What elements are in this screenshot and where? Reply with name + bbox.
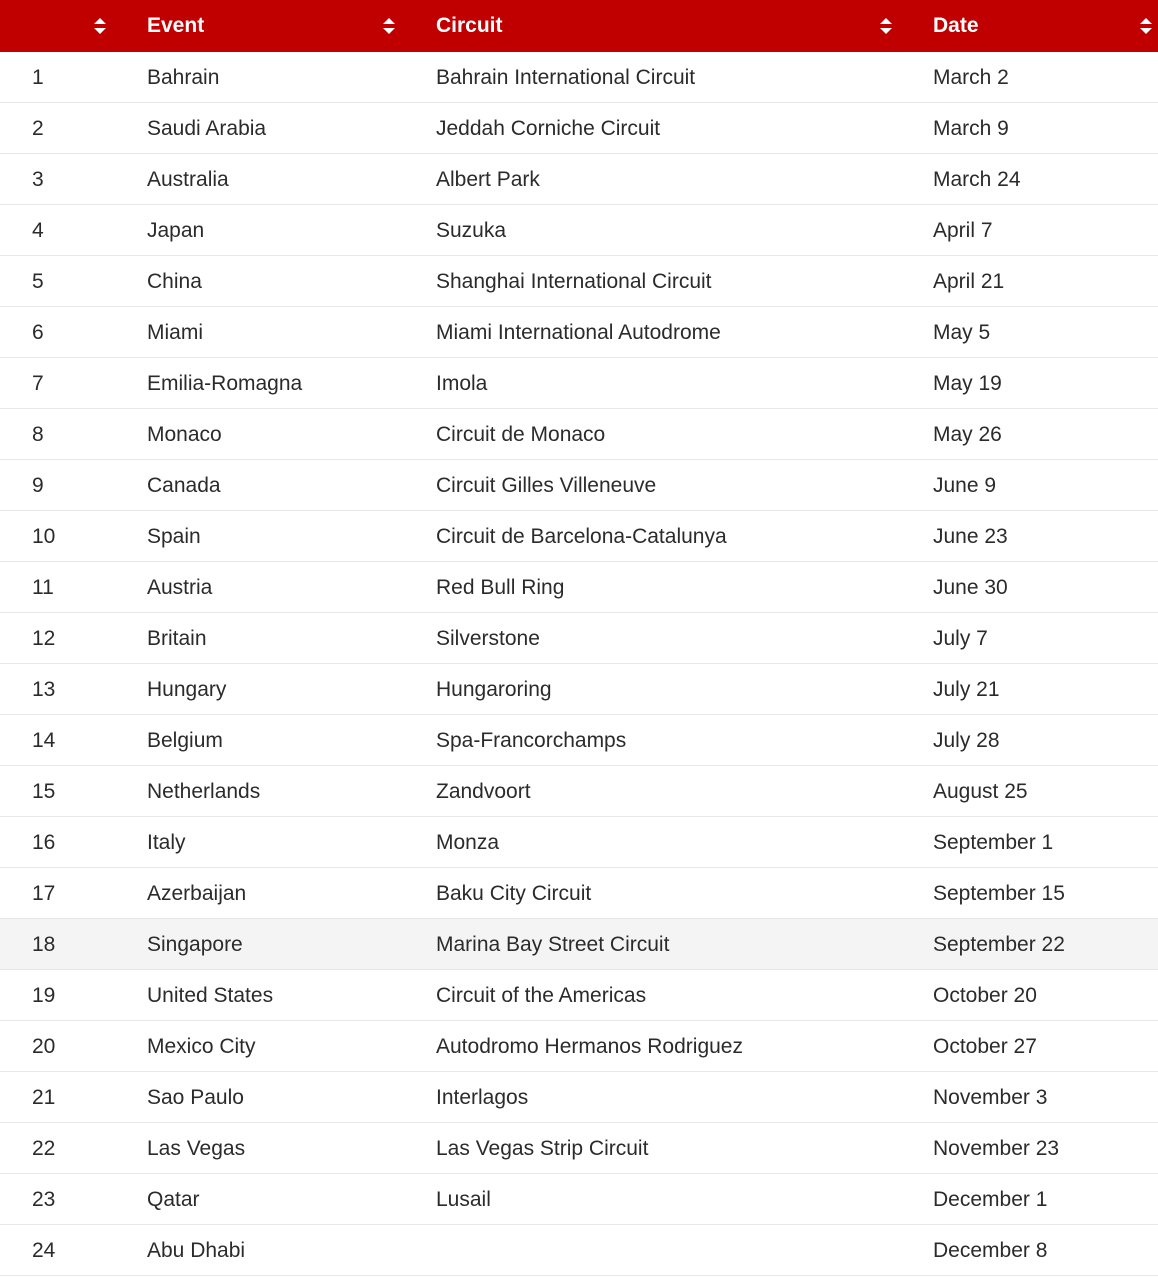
row-number-cell: 19 <box>32 984 56 1007</box>
event-cell: Miami <box>147 321 203 344</box>
circuit-cell: Monza <box>436 831 500 854</box>
date-cell: September 22 <box>933 933 1065 956</box>
date-cell: May 5 <box>933 321 991 344</box>
event-cell: Britain <box>147 627 207 650</box>
date-cell: December 8 <box>933 1239 1048 1262</box>
date-cell: November 23 <box>933 1137 1060 1160</box>
row-number-cell: 7 <box>32 372 44 395</box>
event-cell: Mexico City <box>147 1035 256 1058</box>
table-row <box>0 868 1158 919</box>
circuit-cell: Baku City Circuit <box>436 882 592 905</box>
table-row <box>0 817 1158 868</box>
column-header-date-label: Date <box>933 14 979 37</box>
table-row <box>0 766 1158 817</box>
table-row <box>0 970 1158 1021</box>
date-cell: July 28 <box>933 729 1000 752</box>
event-cell: Belgium <box>147 729 223 752</box>
table-body <box>0 52 1158 1276</box>
circuit-cell: Bahrain International Circuit <box>436 66 696 89</box>
row-number-cell: 2 <box>32 117 44 140</box>
row-number-cell: 18 <box>32 933 56 956</box>
date-cell: October 27 <box>933 1035 1037 1058</box>
event-cell: Singapore <box>147 933 243 956</box>
table-row <box>0 52 1158 103</box>
event-cell: Abu Dhabi <box>147 1239 246 1262</box>
row-number-cell: 15 <box>32 780 56 803</box>
table-row <box>0 511 1158 562</box>
row-number-cell: 1 <box>32 66 44 89</box>
date-cell: September 1 <box>933 831 1054 854</box>
event-cell: Qatar <box>147 1188 200 1211</box>
circuit-cell: Circuit Gilles Villeneuve <box>436 474 657 497</box>
circuit-cell: Albert Park <box>436 168 540 191</box>
date-cell: June 9 <box>933 474 997 497</box>
event-cell: Netherlands <box>147 780 261 803</box>
circuit-cell: Red Bull Ring <box>436 576 565 599</box>
event-cell: Azerbaijan <box>147 882 247 905</box>
column-header-date[interactable] <box>915 0 1158 52</box>
circuit-cell: Spa-Francorchamps <box>436 729 627 752</box>
date-cell: November 3 <box>933 1086 1048 1109</box>
column-header-event-label: Event <box>147 14 205 37</box>
event-cell: Saudi Arabia <box>147 117 267 140</box>
circuit-cell: Circuit of the Americas <box>436 984 647 1007</box>
table-row <box>0 1021 1158 1072</box>
circuit-cell: Circuit de Monaco <box>436 423 606 446</box>
column-header-number[interactable] <box>0 0 128 52</box>
circuit-cell: Lusail <box>436 1188 491 1211</box>
column-header-circuit[interactable] <box>418 0 915 52</box>
sort-icon[interactable] <box>93 16 107 36</box>
row-number-cell: 23 <box>32 1188 56 1211</box>
circuit-cell: Interlagos <box>436 1086 529 1109</box>
circuit-cell: Autodromo Hermanos Rodriguez <box>436 1035 743 1058</box>
date-cell: March 9 <box>933 117 1009 140</box>
row-number-cell: 22 <box>32 1137 56 1160</box>
date-cell: March 2 <box>933 66 1009 89</box>
circuit-cell: Hungaroring <box>436 678 552 701</box>
date-cell: April 21 <box>933 270 1005 293</box>
circuit-cell: Miami International Autodrome <box>436 321 721 344</box>
circuit-cell: Shanghai International Circuit <box>436 270 712 293</box>
sort-icon[interactable] <box>879 16 893 36</box>
date-cell: March 24 <box>933 168 1021 191</box>
event-cell: Sao Paulo <box>147 1086 244 1109</box>
date-cell: June 23 <box>933 525 1008 548</box>
circuit-cell: Circuit de Barcelona-Catalunya <box>436 525 727 548</box>
date-cell: October 20 <box>933 984 1037 1007</box>
date-cell: June 30 <box>933 576 1008 599</box>
table-row <box>0 1174 1158 1225</box>
event-cell: China <box>147 270 202 293</box>
event-cell: Las Vegas <box>147 1137 246 1160</box>
table-row <box>0 307 1158 358</box>
row-number-cell: 8 <box>32 423 44 446</box>
row-number-cell: 20 <box>32 1035 56 1058</box>
sort-icon[interactable] <box>1139 16 1153 36</box>
date-cell: July 7 <box>933 627 988 650</box>
table-row <box>0 613 1158 664</box>
event-cell: Spain <box>147 525 201 548</box>
table-row <box>0 154 1158 205</box>
circuit-cell: Jeddah Corniche Circuit <box>436 117 661 140</box>
circuit-cell: Las Vegas Strip Circuit <box>436 1137 649 1160</box>
event-cell: Hungary <box>147 678 227 701</box>
event-cell: Austria <box>147 576 213 599</box>
table-row <box>0 562 1158 613</box>
table-row <box>0 103 1158 154</box>
table-row <box>0 358 1158 409</box>
date-cell: September 15 <box>933 882 1065 905</box>
table-header <box>0 0 1158 52</box>
row-number-cell: 16 <box>32 831 56 854</box>
date-cell: May 26 <box>933 423 1002 446</box>
table-row <box>0 205 1158 256</box>
table-row <box>0 460 1158 511</box>
sort-icon[interactable] <box>382 16 396 36</box>
row-number-cell: 12 <box>32 627 56 650</box>
table-row <box>0 1123 1158 1174</box>
date-cell: December 1 <box>933 1188 1048 1211</box>
table-row <box>0 1225 1158 1276</box>
column-header-circuit-label: Circuit <box>436 14 503 37</box>
row-number-cell: 11 <box>32 576 54 599</box>
row-number-cell: 6 <box>32 321 44 344</box>
table-row <box>0 664 1158 715</box>
row-number-cell: 4 <box>32 219 44 242</box>
event-cell: Bahrain <box>147 66 220 89</box>
row-number-cell: 17 <box>32 882 56 905</box>
circuit-cell: Marina Bay Street Circuit <box>436 933 670 956</box>
table-row <box>0 256 1158 307</box>
date-cell: August 25 <box>933 780 1028 803</box>
event-cell: Canada <box>147 474 221 497</box>
date-cell: July 21 <box>933 678 1000 701</box>
row-number-cell: 3 <box>32 168 44 191</box>
row-number-cell: 24 <box>32 1239 56 1262</box>
table-row <box>0 1072 1158 1123</box>
event-cell: Italy <box>147 831 186 854</box>
table-row <box>0 409 1158 460</box>
date-cell: May 19 <box>933 372 1002 395</box>
row-number-cell: 14 <box>32 729 56 752</box>
event-cell: Japan <box>147 219 205 242</box>
date-cell: April 7 <box>933 219 993 242</box>
event-cell: Australia <box>147 168 229 191</box>
circuit-cell: Zandvoort <box>436 780 531 803</box>
event-cell: Monaco <box>147 423 222 446</box>
circuit-cell: Imola <box>436 372 488 395</box>
row-number-cell: 9 <box>32 474 44 497</box>
circuit-cell: Suzuka <box>436 219 507 242</box>
row-number-cell: 13 <box>32 678 56 701</box>
event-cell: Emilia-Romagna <box>147 372 303 395</box>
row-number-cell: 10 <box>32 525 56 548</box>
circuit-cell: Silverstone <box>436 627 540 650</box>
column-header-event[interactable] <box>128 0 418 52</box>
table-row <box>0 919 1158 970</box>
table-row <box>0 715 1158 766</box>
row-number-cell: 21 <box>32 1086 56 1109</box>
row-number-cell: 5 <box>32 270 44 293</box>
event-cell: United States <box>147 984 274 1007</box>
